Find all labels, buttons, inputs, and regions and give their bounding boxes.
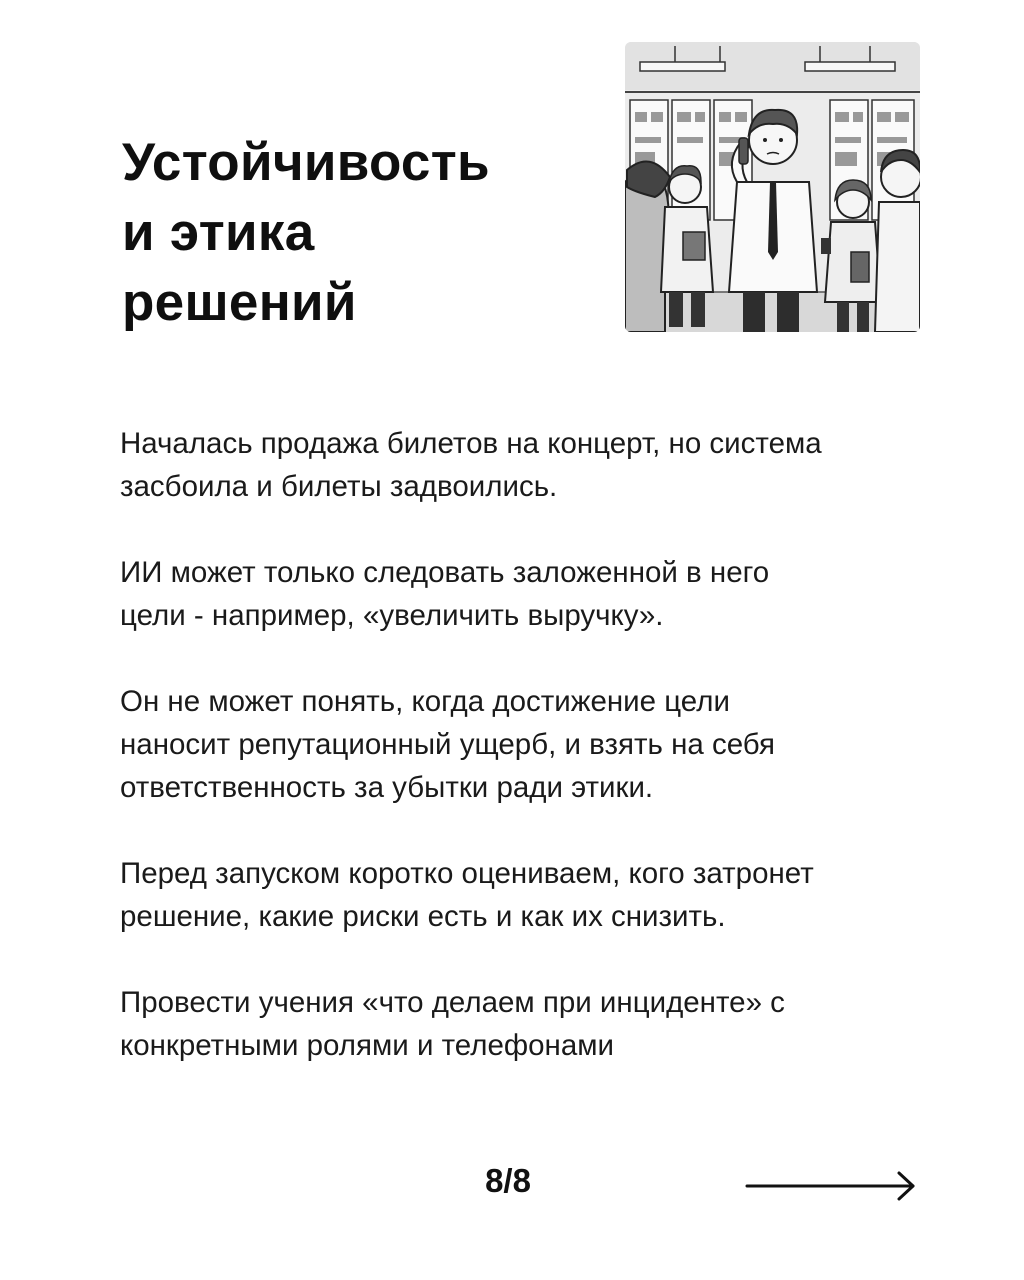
title-line-3: решений — [122, 273, 357, 332]
paragraph-line: Провести учения «что делаем при инциденте» с — [120, 986, 785, 1019]
page-number: 8/8 — [485, 1162, 531, 1199]
paragraph-line: Началась продажа билетов на концерт, но система — [120, 427, 822, 460]
title-line-1: Устойчивость — [122, 133, 490, 192]
paragraph-line: засбоила и билеты задвоились. — [120, 470, 558, 503]
paragraph-line: ответственность за убытки ради этики. — [120, 771, 654, 804]
paragraph-line: решение, какие риски есть и как их снизить. — [120, 900, 726, 933]
paragraph-2 — [120, 551, 970, 637]
title-line-2: и этика — [122, 203, 315, 262]
paragraph-line: Он не может понять, когда достижение цели — [120, 685, 730, 718]
paragraph-5 — [120, 981, 970, 1067]
arrow-right-icon[interactable] — [745, 1168, 920, 1204]
paragraph-line: цели - например, «увеличить выручку». — [120, 599, 664, 632]
paragraph-4 — [120, 852, 970, 938]
paragraph-3 — [120, 680, 970, 809]
paragraph-line: конкретными ролями и телефонами — [120, 1029, 614, 1062]
page-title — [122, 128, 592, 338]
body-text — [120, 422, 970, 1110]
paragraph-line: наносит репутационный ущерб, и взять на себя — [120, 728, 776, 761]
paragraph-1 — [120, 422, 970, 508]
office-illustration — [625, 42, 920, 332]
paragraph-line: ИИ может только следовать заложенной в него — [120, 556, 770, 589]
paragraph-line: Перед запуском коротко оцениваем, кого затронет — [120, 857, 814, 890]
